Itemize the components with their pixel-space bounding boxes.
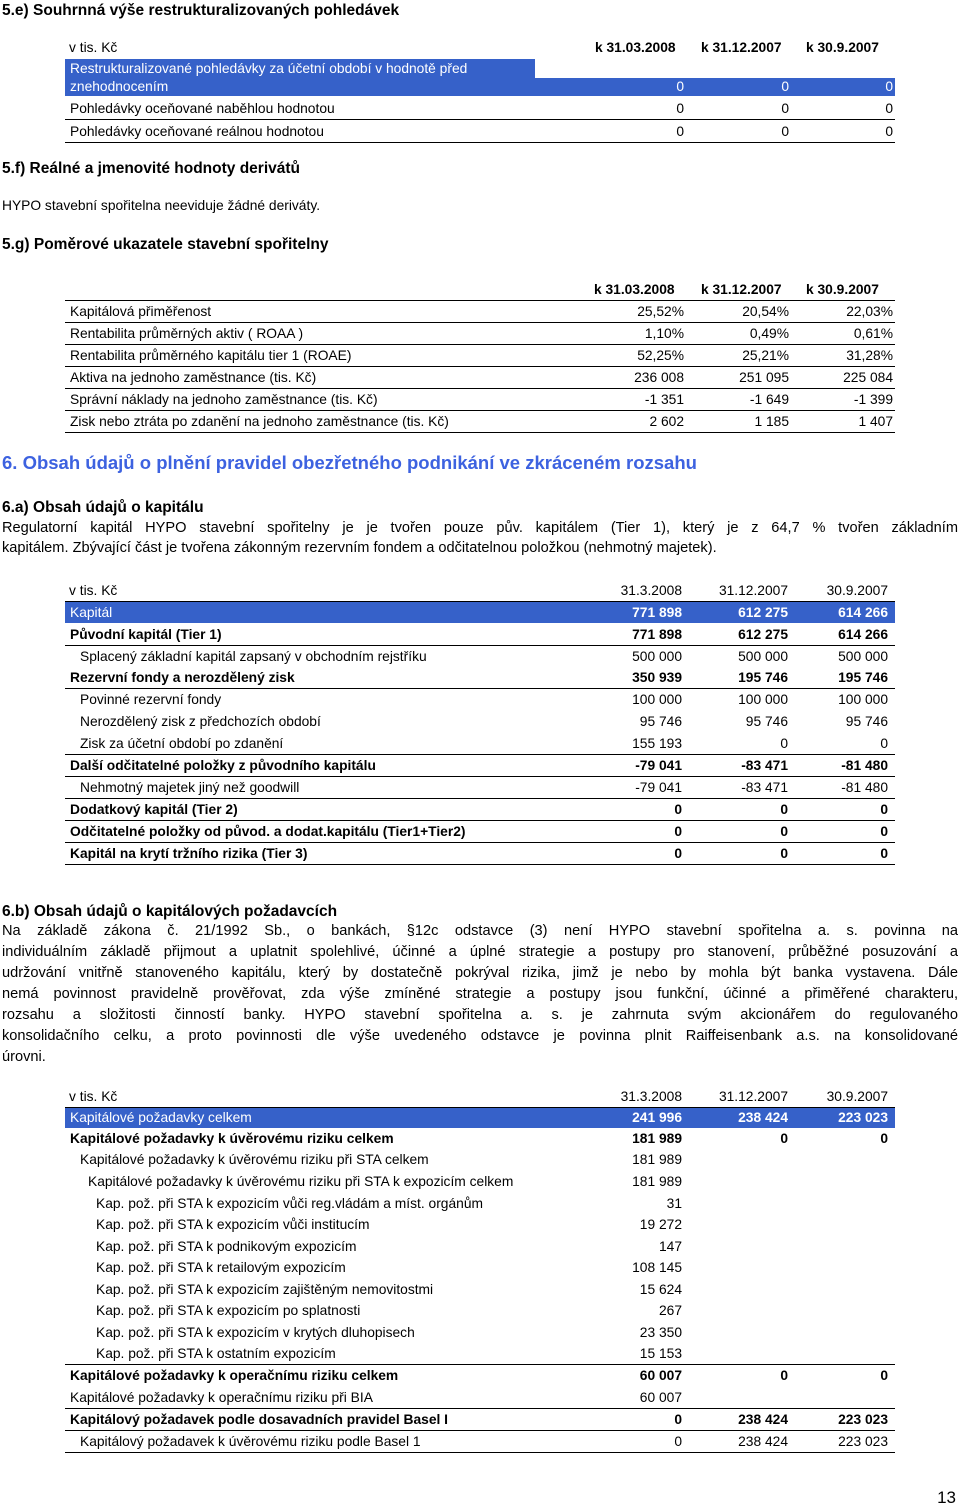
row-label: Kapitál: [70, 605, 113, 620]
row-value: 225 084: [843, 370, 893, 385]
row-value: -81 480: [841, 758, 888, 773]
col-header: k 31.12.2007: [701, 282, 782, 297]
row-value: 95 746: [639, 714, 682, 729]
row-divider: [65, 798, 895, 799]
col-header: k 30.9.2007: [806, 282, 879, 297]
col-header: k 30.9.2007: [806, 40, 879, 55]
row-value: 0: [880, 736, 888, 751]
row-value: 95 746: [845, 714, 888, 729]
row-label: Splacený základní kapitál zapsaný v obchodním rejstříku: [80, 649, 427, 664]
row-label: Kap. pož. při STA k expozicím vůči reg.vládám a míst. orgánům: [96, 1196, 483, 1211]
row-value: 614 266: [838, 605, 888, 620]
section-6b-heading: 6.b) Obsah údajů o kapitálových požadavcích: [2, 903, 338, 920]
row-label: Restrukturalizované pohledávky za účetní období v hodnotě před: [70, 61, 468, 76]
row-value: 500 000: [738, 649, 788, 664]
section-6b-paragraph-line: konsolidačního celku, a proto povinnosti dle výše uvedeného odstavce je povinna plnit Raiffeisenbank a.s. na konsolidované: [2, 1028, 958, 1044]
row-divider: [65, 1364, 895, 1365]
row-value: 0: [674, 802, 682, 817]
page-number: 13: [937, 1488, 956, 1507]
row-value: 0: [780, 802, 788, 817]
row-value: 0: [880, 824, 888, 839]
row-label: Kap. pož. při STA k expozicím po splatnosti: [96, 1303, 361, 1318]
section-6b-paragraph-line: Na základě zákona č. 21/1992 Sb., o bankách, §12c odstavce (3) není HYPO stavební spořitelna a. s. povinna na: [2, 923, 958, 939]
row-label: Správní náklady na jednoho zaměstnance (tis. Kč): [70, 392, 378, 407]
row-value: 60 007: [639, 1368, 682, 1383]
row-value: 15 153: [639, 1346, 682, 1361]
row-value: 0: [880, 846, 888, 861]
row-value: 31,28%: [846, 348, 893, 363]
capital-table: [0, 580, 900, 870]
row-value: 15 624: [639, 1282, 682, 1297]
col-header: k 31.03.2008: [595, 40, 676, 55]
row-value: 0: [780, 1131, 788, 1146]
row-value: 238 424: [738, 1412, 788, 1427]
row-divider: [65, 410, 895, 411]
row-label: Zisk za účetní období po zdanění: [80, 736, 284, 751]
row-value: 60 007: [639, 1390, 682, 1405]
unit-label: v tis. Kč: [69, 583, 118, 598]
row-value: 223 023: [838, 1434, 888, 1449]
row-value: 0: [781, 124, 789, 139]
col-header: 30.9.2007: [826, 583, 888, 598]
row-divider: [65, 754, 895, 755]
unit-label: v tis. Kč: [69, 40, 118, 55]
row-value: 2 602: [649, 414, 684, 429]
row-divider: [65, 776, 895, 777]
row-value: 612 275: [738, 605, 788, 620]
row-divider: [65, 432, 895, 433]
row-label: Kapitál na krytí tržního rizika (Tier 3): [70, 846, 308, 861]
row-label: Aktiva na jednoho zaměstnance (tis. Kč): [70, 370, 317, 385]
section-5e-heading: 5.e) Souhrnná výše restrukturalizovaných pohledávek: [2, 2, 400, 19]
row-value: 147: [658, 1239, 682, 1254]
section-5g-heading: 5.g) Poměrové ukazatele stavební spořitelny: [2, 236, 329, 253]
row-label: Kapitálový požadavek k úvěrovému riziku podle Basel 1: [80, 1434, 421, 1449]
row-value: 0: [780, 1368, 788, 1383]
row-value: 236 008: [634, 370, 684, 385]
section-6-heading: 6. Obsah údajů o plnění pravidel obezřetného podnikání ve zkráceném rozsahu: [2, 452, 697, 473]
row-label: Pohledávky oceňované reálnou hodnotou: [70, 124, 324, 139]
row-value: 0: [880, 1131, 888, 1146]
col-header: 31.3.2008: [620, 583, 682, 598]
row-label: Rentabilita průměrného kapitálu tier 1 (ROAE): [70, 348, 352, 363]
row-value: 0: [780, 824, 788, 839]
row-value: 31: [666, 1196, 682, 1211]
row-value: 0: [880, 802, 888, 817]
row-value: 0: [885, 101, 893, 116]
row-value: 500 000: [838, 649, 888, 664]
row-label: Kap. pož. při STA k expozicím zajištěným nemovitostmi: [96, 1282, 434, 1297]
row-label: Kapitálové požadavky k úvěrovému riziku celkem: [70, 1131, 394, 1146]
row-label: Rentabilita průměrných aktiv ( ROAA ): [70, 326, 304, 341]
row-divider: [65, 842, 895, 843]
row-label: Kapitálová přiměřenost: [70, 304, 212, 319]
row-label: Kapitálové požadavky k úvěrovému riziku při STA celkem: [80, 1152, 429, 1167]
row-label: znehodnocením: [70, 79, 169, 94]
row-value: 771 898: [632, 627, 682, 642]
row-label: Pohledávky oceňované naběhlou hodnotou: [70, 101, 335, 116]
col-header: 31.3.2008: [620, 1089, 682, 1104]
row-value: 223 023: [838, 1412, 888, 1427]
row-value: 0: [781, 101, 789, 116]
section-6b-paragraph-line: individuálním základě přijmout a uplatnit spolehlivé, účinné a úplné strategie a postupy pro stanovení, průběžné posuzování a: [2, 944, 958, 960]
row-value: 95 746: [745, 714, 788, 729]
row-value: 181 989: [632, 1131, 682, 1146]
ratios-table: [0, 280, 900, 440]
row-label: Další odčitatelné položky z původního kapitálu: [70, 758, 376, 773]
row-value: 22,03%: [846, 304, 893, 319]
row-label: Kapitálové požadavky celkem: [70, 1110, 252, 1125]
col-header: k 31.03.2008: [594, 282, 675, 297]
row-label: Kapitálové požadavky k operačnímu riziku celkem: [70, 1368, 399, 1383]
row-value: 100 000: [738, 692, 788, 707]
row-divider: [65, 119, 895, 120]
row-value: 23 350: [639, 1325, 682, 1340]
section-6a-paragraph-line2: kapitálem. Zbývající část je tvořena zákonným rezervním fondem a odčitatelnou položkou (nehmotný majetek).: [2, 540, 717, 556]
section-6b-paragraph-line: nemá povinnost pravidelně prověřovat, zda výše zmíněné strategie a postupy jsou funkční, účinné a přiměřené charakteru,: [2, 986, 958, 1002]
row-value: 0,49%: [749, 326, 789, 341]
row-value: 100 000: [838, 692, 888, 707]
row-divider: [65, 1452, 895, 1453]
row-label: Nehmotný majetek jiný než goodwill: [80, 780, 300, 795]
row-value: 238 424: [738, 1434, 788, 1449]
row-divider: [65, 366, 895, 367]
row-value: 350 939: [632, 670, 682, 685]
row-value: 25,21%: [742, 348, 789, 363]
row-value: 251 095: [739, 370, 789, 385]
row-value: 1,10%: [644, 326, 684, 341]
row-value: 181 989: [632, 1152, 682, 1167]
row-value: 0: [676, 101, 684, 116]
row-value: 0,61%: [853, 326, 893, 341]
row-value: 0: [674, 1434, 682, 1449]
row-divider: [65, 820, 895, 821]
row-label: Povinné rezervní fondy: [80, 692, 222, 707]
highlight-bar: [65, 78, 895, 96]
row-value: 155 193: [632, 736, 682, 751]
row-divider: [65, 1408, 895, 1409]
row-label: Zisk nebo ztráta po zdanění na jednoho zaměstnance (tis. Kč): [70, 414, 449, 429]
row-value: 500 000: [632, 649, 682, 664]
row-value: 52,25%: [637, 348, 684, 363]
col-header: 31.12.2007: [718, 1089, 788, 1104]
row-value: 1 185: [754, 414, 789, 429]
row-value: -81 480: [841, 780, 888, 795]
row-value: 0: [880, 1368, 888, 1383]
row-value: 0: [780, 846, 788, 861]
row-divider: [65, 388, 895, 389]
row-value: 0: [674, 1412, 682, 1427]
row-value: 0: [676, 124, 684, 139]
unit-label: v tis. Kč: [69, 1089, 118, 1104]
row-divider: [65, 645, 895, 646]
row-value: -79 041: [635, 758, 682, 773]
row-label: Původní kapitál (Tier 1): [70, 627, 222, 642]
row-value: 195 746: [738, 670, 788, 685]
section-5f-heading: 5.f) Reálné a jmenovité hodnoty derivátů: [2, 160, 301, 177]
row-value: -1 399: [853, 392, 893, 407]
row-value: 0: [781, 79, 789, 94]
row-divider: [65, 864, 895, 865]
row-label: Dodatkový kapitál (Tier 2): [70, 802, 238, 817]
row-value: 20,54%: [742, 304, 789, 319]
section-6b-paragraph-line: rozsahu a složitosti činností banky. HYPO stavební spořitelna a. s. je zahrnuta svým akcionářem do regulovaného: [2, 1007, 958, 1023]
section-6a-heading: 6.a) Obsah údajů o kapitálu: [2, 499, 204, 516]
col-header: 30.9.2007: [826, 1089, 888, 1104]
row-value: -1 351: [644, 392, 684, 407]
row-value: 181 989: [632, 1174, 682, 1189]
row-value: 0: [885, 124, 893, 139]
row-label: Kap. pož. při STA k podnikovým expozicím: [96, 1239, 357, 1254]
section-6a-paragraph-line1: Regulatorní kapitál HYPO stavební spořitelny je je tvořen pouze pův. kapitálem (Tier 1), který je z 64,7 % tvořen základním: [2, 520, 958, 536]
row-value: 614 266: [838, 627, 888, 642]
row-label: Kap. pož. při STA k ostatním expozicím: [96, 1346, 336, 1361]
row-value: -83 471: [741, 758, 788, 773]
row-value: 612 275: [738, 627, 788, 642]
row-value: 0: [780, 736, 788, 751]
row-value: 771 898: [632, 605, 682, 620]
row-value: 1 407: [858, 414, 893, 429]
row-value: 108 145: [632, 1260, 682, 1275]
row-label: Kap. pož. při STA k expozicím v krytých dluhopisech: [96, 1325, 415, 1340]
row-divider: [65, 142, 895, 143]
row-value: 0: [885, 79, 893, 94]
row-value: 223 023: [838, 1110, 888, 1125]
section-6b-paragraph-line: úrovni.: [2, 1049, 46, 1065]
row-value: -79 041: [635, 780, 682, 795]
row-label: Kapitálový požadavek podle dosavadních pravidel Basel I: [70, 1412, 449, 1427]
row-value: 25,52%: [637, 304, 684, 319]
row-label: Kapitálové požadavky k operačnímu riziku při BIA: [70, 1390, 373, 1405]
row-value: 241 996: [632, 1110, 682, 1125]
section-5f-text: HYPO stavební spořitelna neeviduje žádné deriváty.: [2, 198, 321, 213]
row-label: Kap. pož. při STA k retailovým expozicím: [96, 1260, 346, 1275]
row-value: 100 000: [632, 692, 682, 707]
row-value: 0: [674, 846, 682, 861]
row-value: 0: [676, 79, 684, 94]
row-label: Odčitatelné položky od původ. a dodat.kapitálu (Tier1+Tier2): [70, 824, 466, 839]
row-value: 238 424: [738, 1110, 788, 1125]
section-6b-paragraph-line: udržování vnitřně stanoveného kapitálu, který by dostatečně pokrýval rizika, jimž je nebo by mohla být banka vystavena. Dále: [2, 965, 958, 981]
row-label: Rezervní fondy a nerozdělený zisk: [70, 670, 295, 685]
row-value: 0: [674, 824, 682, 839]
row-value: 267: [658, 1303, 682, 1318]
row-value: 195 746: [838, 670, 888, 685]
capital-requirements-table: [0, 1086, 900, 1458]
row-divider: [65, 688, 895, 689]
row-divider: [65, 322, 895, 323]
row-divider: [65, 1430, 895, 1431]
row-label: Nerozdělený zisk z předchozích období: [80, 714, 321, 729]
row-label: Kapitálové požadavky k úvěrovému riziku při STA k expozicím celkem: [88, 1174, 514, 1189]
col-header: k 31.12.2007: [701, 40, 782, 55]
row-label: Kap. pož. při STA k expozicím vůči institucím: [96, 1217, 370, 1232]
row-value: 19 272: [639, 1217, 682, 1232]
row-value: -1 649: [749, 392, 789, 407]
restructured-receivables-table: [0, 38, 900, 148]
row-divider: [65, 300, 895, 301]
row-value: -83 471: [741, 780, 788, 795]
col-header: 31.12.2007: [718, 583, 788, 598]
row-divider: [65, 344, 895, 345]
